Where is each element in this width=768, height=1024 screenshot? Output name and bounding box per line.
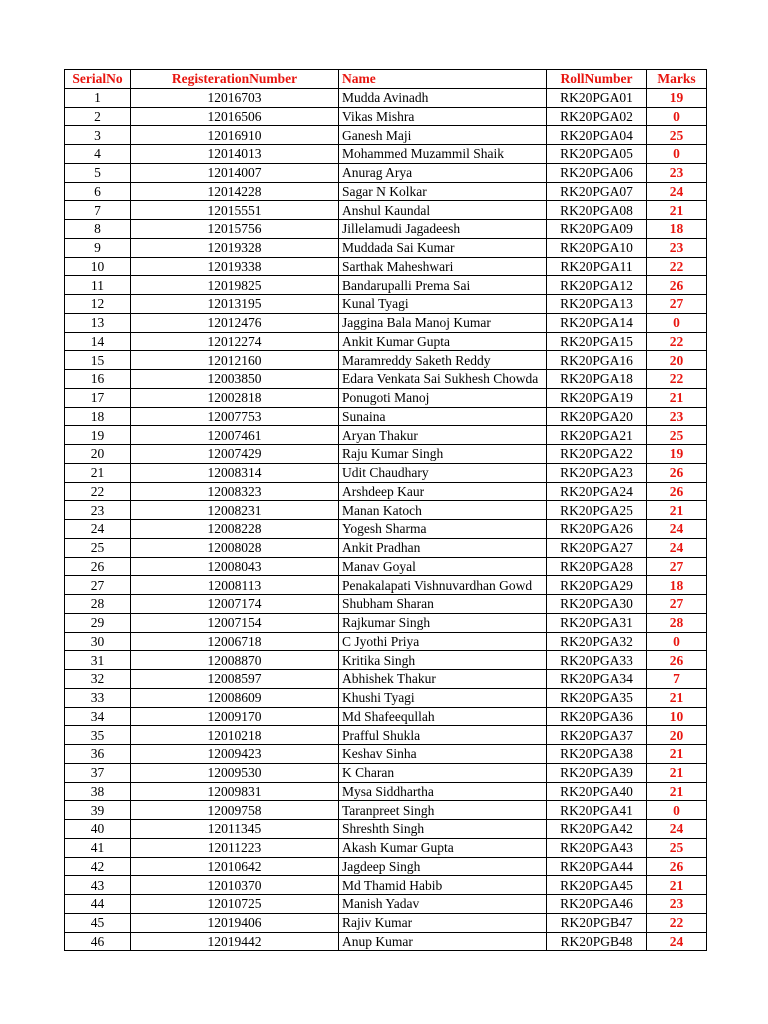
- roll-number-cell: RK20PGA21: [547, 426, 647, 445]
- header-roll-number: RollNumber: [547, 70, 647, 89]
- registration-cell: 12016703: [131, 88, 339, 107]
- table-row: [65, 857, 707, 876]
- roll-number-cell: RK20PGA36: [547, 707, 647, 726]
- marks-cell: 22: [647, 370, 707, 389]
- name-cell: Anurag Arya: [339, 163, 547, 182]
- name-cell: Ankit Kumar Gupta: [339, 332, 547, 351]
- marks-cell: 0: [647, 801, 707, 820]
- registration-cell: 12008323: [131, 482, 339, 501]
- table-row: [65, 407, 707, 426]
- name-cell: Vikas Mishra: [339, 107, 547, 126]
- registration-cell: 12008028: [131, 538, 339, 557]
- serial-cell: 7: [65, 201, 131, 220]
- registration-cell: 12010218: [131, 726, 339, 745]
- table-row: [65, 332, 707, 351]
- registration-cell: 12009758: [131, 801, 339, 820]
- roll-number-cell: RK20PGA20: [547, 407, 647, 426]
- serial-cell: 35: [65, 726, 131, 745]
- registration-cell: 12008231: [131, 501, 339, 520]
- name-cell: Maramreddy Saketh Reddy: [339, 351, 547, 370]
- table-row: [65, 651, 707, 670]
- table-row: [65, 257, 707, 276]
- name-cell: Khushi Tyagi: [339, 688, 547, 707]
- marks-cell: 26: [647, 463, 707, 482]
- name-cell: Raju Kumar Singh: [339, 445, 547, 464]
- table-row: [65, 426, 707, 445]
- marks-cell: 20: [647, 351, 707, 370]
- marks-cell: 0: [647, 313, 707, 332]
- marks-cell: 0: [647, 107, 707, 126]
- roll-number-cell: RK20PGA37: [547, 726, 647, 745]
- table-row: [65, 613, 707, 632]
- serial-cell: 30: [65, 632, 131, 651]
- roll-number-cell: RK20PGA07: [547, 182, 647, 201]
- serial-cell: 13: [65, 313, 131, 332]
- name-cell: Md Shafeequllah: [339, 707, 547, 726]
- serial-cell: 31: [65, 651, 131, 670]
- marks-cell: 19: [647, 88, 707, 107]
- roll-number-cell: RK20PGA27: [547, 538, 647, 557]
- marks-cell: 22: [647, 257, 707, 276]
- roll-number-cell: RK20PGA06: [547, 163, 647, 182]
- table-row: [65, 820, 707, 839]
- serial-cell: 23: [65, 501, 131, 520]
- roll-number-cell: RK20PGA12: [547, 276, 647, 295]
- marks-cell: 24: [647, 182, 707, 201]
- name-cell: Bandarupalli Prema Sai: [339, 276, 547, 295]
- table-row: [65, 932, 707, 951]
- table-row: [65, 707, 707, 726]
- serial-cell: 43: [65, 876, 131, 895]
- table-row: [65, 313, 707, 332]
- roll-number-cell: RK20PGA35: [547, 688, 647, 707]
- roll-number-cell: RK20PGA11: [547, 257, 647, 276]
- marks-cell: 24: [647, 820, 707, 839]
- table-row: [65, 895, 707, 914]
- table-row: [65, 88, 707, 107]
- serial-cell: 1: [65, 88, 131, 107]
- roll-number-cell: RK20PGA33: [547, 651, 647, 670]
- roll-number-cell: RK20PGA24: [547, 482, 647, 501]
- roll-number-cell: RK20PGA31: [547, 613, 647, 632]
- registration-cell: 12008043: [131, 557, 339, 576]
- name-cell: Jaggina Bala Manoj Kumar: [339, 313, 547, 332]
- name-cell: Taranpreet Singh: [339, 801, 547, 820]
- roll-number-cell: RK20PGA13: [547, 295, 647, 314]
- registration-cell: 12009831: [131, 782, 339, 801]
- serial-cell: 9: [65, 238, 131, 257]
- marks-cell: 26: [647, 651, 707, 670]
- roll-number-cell: RK20PGA14: [547, 313, 647, 332]
- marks-cell: 7: [647, 670, 707, 689]
- name-cell: Anup Kumar: [339, 932, 547, 951]
- roll-number-cell: RK20PGA32: [547, 632, 647, 651]
- serial-cell: 20: [65, 445, 131, 464]
- name-cell: Kritika Singh: [339, 651, 547, 670]
- registration-cell: 12009530: [131, 763, 339, 782]
- registration-cell: 12008609: [131, 688, 339, 707]
- marks-cell: 22: [647, 332, 707, 351]
- roll-number-cell: RK20PGA28: [547, 557, 647, 576]
- registration-cell: 12007461: [131, 426, 339, 445]
- registration-cell: 12014013: [131, 145, 339, 164]
- registration-cell: 12013195: [131, 295, 339, 314]
- roll-number-cell: RK20PGA39: [547, 763, 647, 782]
- table-row: [65, 557, 707, 576]
- serial-cell: 12: [65, 295, 131, 314]
- table-row: [65, 632, 707, 651]
- marks-cell: 27: [647, 595, 707, 614]
- registration-cell: 12016910: [131, 126, 339, 145]
- roll-number-cell: RK20PGA25: [547, 501, 647, 520]
- registration-cell: 12008314: [131, 463, 339, 482]
- marks-cell: 21: [647, 688, 707, 707]
- name-cell: Mysa Siddhartha: [339, 782, 547, 801]
- roll-number-cell: RK20PGA26: [547, 520, 647, 539]
- registration-cell: 12019825: [131, 276, 339, 295]
- registration-cell: 12008870: [131, 651, 339, 670]
- table-row: [65, 501, 707, 520]
- registration-cell: 12011345: [131, 820, 339, 839]
- roll-number-cell: RK20PGA09: [547, 220, 647, 239]
- roll-number-cell: RK20PGA43: [547, 838, 647, 857]
- table-row: [65, 745, 707, 764]
- registration-cell: 12012160: [131, 351, 339, 370]
- name-cell: Ponugoti Manoj: [339, 388, 547, 407]
- header-serial-no: SerialNo: [65, 70, 131, 89]
- registration-cell: 12019406: [131, 913, 339, 932]
- name-cell: Akash Kumar Gupta: [339, 838, 547, 857]
- name-cell: Jillelamudi Jagadeesh: [339, 220, 547, 239]
- header-row: [65, 70, 707, 89]
- marks-cell: 21: [647, 763, 707, 782]
- registration-cell: 12007429: [131, 445, 339, 464]
- table-row: [65, 182, 707, 201]
- roll-number-cell: RK20PGA40: [547, 782, 647, 801]
- registration-cell: 12008228: [131, 520, 339, 539]
- name-cell: Prafful Shukla: [339, 726, 547, 745]
- name-cell: Abhishek Thakur: [339, 670, 547, 689]
- marks-cell: 26: [647, 276, 707, 295]
- table-row: [65, 688, 707, 707]
- table-row: [65, 782, 707, 801]
- marks-cell: 21: [647, 201, 707, 220]
- marks-cell: 20: [647, 726, 707, 745]
- name-cell: Shreshth Singh: [339, 820, 547, 839]
- roll-number-cell: RK20PGA23: [547, 463, 647, 482]
- name-cell: Sagar N Kolkar: [339, 182, 547, 201]
- roll-number-cell: RK20PGB47: [547, 913, 647, 932]
- table-row: [65, 763, 707, 782]
- roll-number-cell: RK20PGA18: [547, 370, 647, 389]
- marks-cell: 25: [647, 838, 707, 857]
- registration-cell: 12014007: [131, 163, 339, 182]
- name-cell: Rajkumar Singh: [339, 613, 547, 632]
- serial-cell: 28: [65, 595, 131, 614]
- roll-number-cell: RK20PGA16: [547, 351, 647, 370]
- table-row: [65, 276, 707, 295]
- roll-number-cell: RK20PGA34: [547, 670, 647, 689]
- name-cell: Manish Yadav: [339, 895, 547, 914]
- serial-cell: 45: [65, 913, 131, 932]
- name-cell: Anshul Kaundal: [339, 201, 547, 220]
- marks-cell: 18: [647, 576, 707, 595]
- table-row: [65, 876, 707, 895]
- table-row: [65, 538, 707, 557]
- serial-cell: 16: [65, 370, 131, 389]
- serial-cell: 24: [65, 520, 131, 539]
- marks-cell: 23: [647, 163, 707, 182]
- registration-cell: 12009423: [131, 745, 339, 764]
- serial-cell: 11: [65, 276, 131, 295]
- roll-number-cell: RK20PGA10: [547, 238, 647, 257]
- serial-cell: 46: [65, 932, 131, 951]
- marks-cell: 0: [647, 632, 707, 651]
- serial-cell: 44: [65, 895, 131, 914]
- serial-cell: 21: [65, 463, 131, 482]
- roll-number-cell: RK20PGA45: [547, 876, 647, 895]
- table-row: [65, 295, 707, 314]
- registration-cell: 12019442: [131, 932, 339, 951]
- marks-cell: 0: [647, 145, 707, 164]
- registration-cell: 12015551: [131, 201, 339, 220]
- name-cell: Mohammed Muzammil Shaik: [339, 145, 547, 164]
- table-row: [65, 238, 707, 257]
- marks-cell: 10: [647, 707, 707, 726]
- serial-cell: 5: [65, 163, 131, 182]
- roll-number-cell: RK20PGA19: [547, 388, 647, 407]
- marks-cell: 21: [647, 388, 707, 407]
- name-cell: Rajiv Kumar: [339, 913, 547, 932]
- serial-cell: 40: [65, 820, 131, 839]
- serial-cell: 10: [65, 257, 131, 276]
- marks-cell: 24: [647, 520, 707, 539]
- name-cell: Kunal Tyagi: [339, 295, 547, 314]
- roll-number-cell: RK20PGA46: [547, 895, 647, 914]
- table-row: [65, 126, 707, 145]
- serial-cell: 38: [65, 782, 131, 801]
- name-cell: Sarthak Maheshwari: [339, 257, 547, 276]
- serial-cell: 32: [65, 670, 131, 689]
- marks-cell: 23: [647, 407, 707, 426]
- name-cell: K Charan: [339, 763, 547, 782]
- table-row: [65, 801, 707, 820]
- registration-cell: 12007174: [131, 595, 339, 614]
- registration-cell: 12009170: [131, 707, 339, 726]
- table-row: [65, 726, 707, 745]
- marks-cell: 27: [647, 557, 707, 576]
- serial-cell: 14: [65, 332, 131, 351]
- table-row: [65, 145, 707, 164]
- name-cell: Muddada Sai Kumar: [339, 238, 547, 257]
- name-cell: Penakalapati Vishnuvardhan Gowd: [339, 576, 547, 595]
- registration-cell: 12011223: [131, 838, 339, 857]
- marks-cell: 26: [647, 857, 707, 876]
- serial-cell: 27: [65, 576, 131, 595]
- name-cell: Md Thamid Habib: [339, 876, 547, 895]
- roll-number-cell: RK20PGA42: [547, 820, 647, 839]
- roll-number-cell: RK20PGA08: [547, 201, 647, 220]
- table-row: [65, 201, 707, 220]
- registration-cell: 12007753: [131, 407, 339, 426]
- serial-cell: 3: [65, 126, 131, 145]
- name-cell: Shubham Sharan: [339, 595, 547, 614]
- table-row: [65, 370, 707, 389]
- registration-cell: 12019328: [131, 238, 339, 257]
- roll-number-cell: RK20PGA44: [547, 857, 647, 876]
- serial-cell: 39: [65, 801, 131, 820]
- name-cell: Jagdeep Singh: [339, 857, 547, 876]
- serial-cell: 25: [65, 538, 131, 557]
- marks-cell: 21: [647, 745, 707, 764]
- roll-number-cell: RK20PGA22: [547, 445, 647, 464]
- marks-cell: 24: [647, 538, 707, 557]
- table-row: [65, 351, 707, 370]
- name-cell: Sunaina: [339, 407, 547, 426]
- serial-cell: 34: [65, 707, 131, 726]
- name-cell: Keshav Sinha: [339, 745, 547, 764]
- serial-cell: 36: [65, 745, 131, 764]
- marks-cell: 24: [647, 932, 707, 951]
- roll-number-cell: RK20PGA15: [547, 332, 647, 351]
- serial-cell: 4: [65, 145, 131, 164]
- marks-cell: 22: [647, 913, 707, 932]
- registration-cell: 12010725: [131, 895, 339, 914]
- table-row: [65, 520, 707, 539]
- marks-cell: 21: [647, 501, 707, 520]
- registration-cell: 12008597: [131, 670, 339, 689]
- serial-cell: 33: [65, 688, 131, 707]
- table-row: [65, 463, 707, 482]
- table-row: [65, 913, 707, 932]
- marks-cell: 28: [647, 613, 707, 632]
- registration-cell: 12010642: [131, 857, 339, 876]
- roll-number-cell: RK20PGA02: [547, 107, 647, 126]
- serial-cell: 42: [65, 857, 131, 876]
- roll-number-cell: RK20PGA04: [547, 126, 647, 145]
- table-row: [65, 482, 707, 501]
- marks-cell: 23: [647, 238, 707, 257]
- registration-cell: 12019338: [131, 257, 339, 276]
- roll-number-cell: RK20PGA01: [547, 88, 647, 107]
- registration-cell: 12002818: [131, 388, 339, 407]
- table-row: [65, 445, 707, 464]
- roll-number-cell: RK20PGA38: [547, 745, 647, 764]
- serial-cell: 6: [65, 182, 131, 201]
- table-row: [65, 107, 707, 126]
- table-row: [65, 220, 707, 239]
- serial-cell: 26: [65, 557, 131, 576]
- header-marks: Marks: [647, 70, 707, 89]
- name-cell: Aryan Thakur: [339, 426, 547, 445]
- marks-cell: 21: [647, 782, 707, 801]
- registration-cell: 12014228: [131, 182, 339, 201]
- serial-cell: 29: [65, 613, 131, 632]
- roll-number-cell: RK20PGA41: [547, 801, 647, 820]
- table-row: [65, 670, 707, 689]
- name-cell: Manav Goyal: [339, 557, 547, 576]
- name-cell: Ganesh Maji: [339, 126, 547, 145]
- marks-table: [64, 69, 707, 951]
- name-cell: Yogesh Sharma: [339, 520, 547, 539]
- serial-cell: 22: [65, 482, 131, 501]
- name-cell: Mudda Avinadh: [339, 88, 547, 107]
- serial-cell: 18: [65, 407, 131, 426]
- roll-number-cell: RK20PGA30: [547, 595, 647, 614]
- marks-cell: 21: [647, 876, 707, 895]
- header-registration-number: RegisterationNumber: [131, 70, 339, 89]
- roll-number-cell: RK20PGB48: [547, 932, 647, 951]
- marks-cell: 23: [647, 895, 707, 914]
- name-cell: C Jyothi Priya: [339, 632, 547, 651]
- table-row: [65, 388, 707, 407]
- serial-cell: 41: [65, 838, 131, 857]
- serial-cell: 8: [65, 220, 131, 239]
- name-cell: Udit Chaudhary: [339, 463, 547, 482]
- serial-cell: 19: [65, 426, 131, 445]
- name-cell: Arshdeep Kaur: [339, 482, 547, 501]
- table-row: [65, 163, 707, 182]
- name-cell: Ankit Pradhan: [339, 538, 547, 557]
- marks-cell: 25: [647, 426, 707, 445]
- roll-number-cell: RK20PGA29: [547, 576, 647, 595]
- registration-cell: 12008113: [131, 576, 339, 595]
- name-cell: Edara Venkata Sai Sukhesh Chowda: [339, 370, 547, 389]
- registration-cell: 12016506: [131, 107, 339, 126]
- registration-cell: 12006718: [131, 632, 339, 651]
- registration-cell: 12012274: [131, 332, 339, 351]
- table-row: [65, 838, 707, 857]
- table-body: [65, 88, 707, 951]
- roll-number-cell: RK20PGA05: [547, 145, 647, 164]
- marks-cell: 18: [647, 220, 707, 239]
- table-row: [65, 576, 707, 595]
- registration-cell: 12012476: [131, 313, 339, 332]
- serial-cell: 2: [65, 107, 131, 126]
- name-cell: Manan Katoch: [339, 501, 547, 520]
- marks-cell: 25: [647, 126, 707, 145]
- table-row: [65, 595, 707, 614]
- marks-cell: 26: [647, 482, 707, 501]
- serial-cell: 15: [65, 351, 131, 370]
- registration-cell: 12010370: [131, 876, 339, 895]
- serial-cell: 17: [65, 388, 131, 407]
- marks-cell: 19: [647, 445, 707, 464]
- registration-cell: 12007154: [131, 613, 339, 632]
- serial-cell: 37: [65, 763, 131, 782]
- header-name: Name: [339, 70, 547, 89]
- registration-cell: 12015756: [131, 220, 339, 239]
- registration-cell: 12003850: [131, 370, 339, 389]
- marks-cell: 27: [647, 295, 707, 314]
